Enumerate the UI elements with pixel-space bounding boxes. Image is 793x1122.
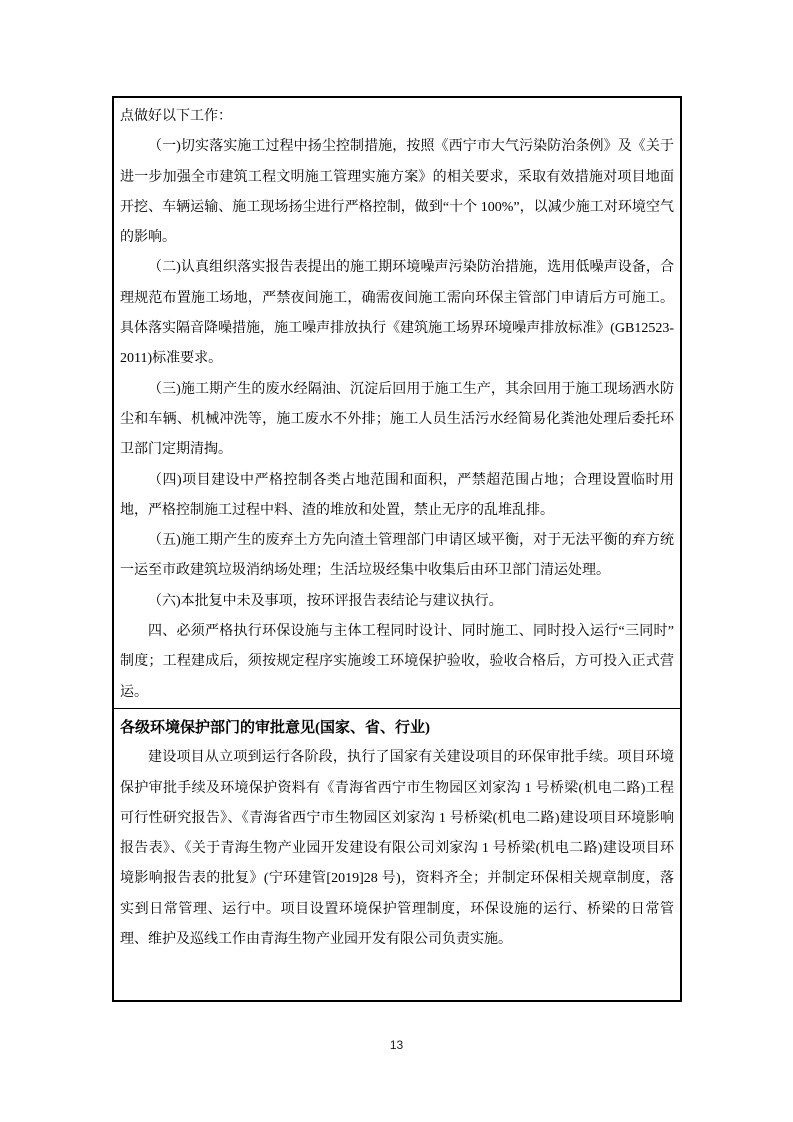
department-opinions-cell: [114, 709, 680, 1000]
paragraph-clause-4: 四、必须严格执行环保设施与主体工程同时设计、同时施工、同时投入运行“三同时”制度；工程建成后，须按规定程序实施竣工环境保护验收，验收合格后，方可投入正式营运。: [120, 624, 674, 700]
section-heading: 各级环境保护部门的审批意见(国家、省、行业): [120, 720, 430, 736]
paragraph-item-2: （二)认真组织落实报告表提出的施工期环境噪声污染防治措施，选用低噪声设备，合理规范布置施工场地，严禁夜间施工，确需夜间施工需向环保主管部门申请后方可施工。具体落实隔音降噪措施，施工噪声排放执行《建筑施工场界环境噪声排放标准》(GB12523-2011)标准要求。: [120, 260, 674, 367]
approval-requirements-cell: [114, 98, 680, 709]
page-number: 13: [389, 1038, 404, 1052]
eia-approval-table: [112, 96, 682, 1002]
opinions-body: 建设项目从立项到运行各阶段，执行了国家有关建设项目的环保审批手续。项目环境保护审批手续及环境保护资料有《青海省西宁市生物园区刘家沟 1 号桥梁(机电二路)工程可行性研究报告》、《青海省西宁市生物园区刘家沟 1 号桥梁(机电二路)建设项目环境影响报告表》、《关于青海生物产业园开发建设有限公司刘家沟 1 号桥梁(机电二路)建设项目环境影响报告表的批复》(宁环建管[2019]28 号)，资料齐全；并制定环保相关规章制度，落实到日常管理、运行中。项目设置环境保护管理制度，环保设施的运行、桥梁的日常管理、维护及巡线工作由青海生物产业园开发有限公司负责实施。: [120, 750, 674, 948]
paragraph-item-1: （一)切实落实施工过程中扬尘控制措施，按照《西宁市大气污染防治条例》及《关于进一步加强全市建筑工程文明施工管理实施方案》的相关要求，采取有效措施对项目地面开挖、车辆运输、施工现场扬尘进行严格控制，做到“十个 100%”，以减少施工对环境空气的影响。: [120, 139, 674, 246]
paragraph-intro: 点做好以下工作：: [120, 109, 232, 124]
paragraph-item-6: （六)本批复中未及事项，按环评报告表结论与建议执行。: [148, 593, 503, 609]
paragraph-item-5: （五)施工期产生的废弃土方先向渣土管理部门申请区域平衡，对于无法平衡的弃方统一运至市政建筑垃圾消纳场处理；生活垃圾经集中收集后由环卫部门清运处理。: [120, 533, 674, 579]
paragraph-item-4: （四)项目建设中严格控制各类占地范围和面积，严禁超范围占地；合理设置临时用地，严格控制施工过程中料、渣的堆放和处置，禁止无序的乱堆乱排。: [120, 472, 674, 518]
paragraph-item-3: （三)施工期产生的废水经隔油、沉淀后回用于施工生产，其余回用于施工现场洒水防尘和车辆、机械冲洗等，施工废水不外排；施工人员生活污水经简易化粪池处理后委托环卫部门定期清掏。: [120, 381, 674, 458]
